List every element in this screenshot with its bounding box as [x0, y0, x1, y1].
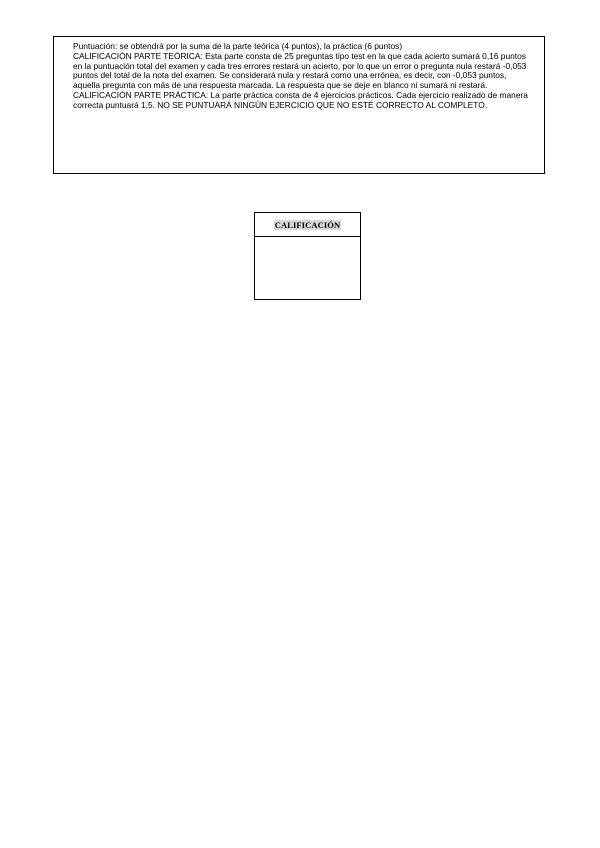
scoring-info-box — [53, 36, 545, 174]
scoring-summary-text: Puntuación: se obtendrá por la suma de la parte teórica (4 puntos), la práctica (6 puntos) — [73, 41, 403, 51]
practice-scoring-text: CALIFICACIÓN PARTE PRÁCTICA: La parte práctica consta de 4 ejercicios prácticos. Cada ejercicio realizado de manera correcta puntuará 1,5. NO SE PUNTUARÁ NINGÚN EJERCICIO QUE NO ESTÉ CORRECTO AL COMPLETO. — [73, 89, 528, 110]
grade-value-field[interactable] — [255, 237, 360, 299]
theory-scoring-text: CALIFICACIÓN PARTE TEÓRICA: Esta parte consta de 25 preguntas tipo test en la que cada acierto sumará 0,16 puntos en la puntuación total del examen y cada tres errores restará un acierto, por lo que un error o pregunta nula restará -0,053 puntos del total de la nota del examen. Se considerará nula y restará como una errónea, es decir, con -0,053 puntos, aquella pregunta con más de una respuesta marcada. La respuesta que se deje en blanco ni sumará ni restará. — [73, 50, 527, 91]
grade-box — [254, 212, 361, 300]
grade-box-title: CALIFICACIÓN — [274, 219, 341, 230]
grade-box-header — [255, 213, 360, 237]
